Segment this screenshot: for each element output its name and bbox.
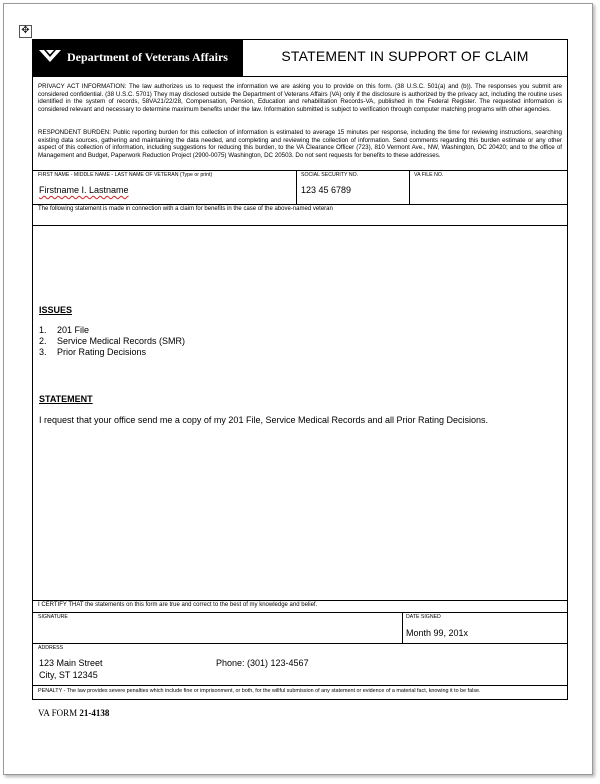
date-signed-label: DATE SIGNED — [406, 614, 441, 620]
statement-text[interactable]: I request that your office send me a copy of my 201 File, Service Medical Records and all Prior Rating Decisions. — [39, 415, 489, 425]
ssn-field[interactable]: 123 45 6789 — [301, 185, 352, 195]
statement-note: The following statement is made in connection with a claim for benefits in the case of the above-named veteran — [38, 206, 333, 212]
date-signed-field[interactable]: Month 99, 201x — [406, 628, 469, 638]
issues-list — [39, 325, 185, 359]
divider — [409, 170, 410, 204]
respondent-burden-notice: RESPONDENT BURDEN: Public reporting burden for this collection of information is estimated to average 15 minutes per response, including the time for reviewing instructions, searching existing data sources, gathering and maintaining the data needed, and completing and reviewing the collection of information. Send comments regarding this burden estimate or any other aspect of this collection of information, including suggestions for reducing this burden, to the VA Clearance Officer (723), 810 Vermont Ave., NW, Washington, DC 20420; and to the office of Management and Budget, Paperwork Reduction Project (2900-0075) Washington, DC 20503. Do not sent requests for benefits to these addresses. — [38, 129, 562, 159]
address-line-2[interactable]: City, ST 12345 — [39, 670, 98, 680]
divider — [33, 612, 567, 613]
form-header — [33, 40, 567, 77]
divider — [296, 170, 297, 204]
form-number: VA FORM 21-4138 — [38, 708, 110, 718]
certification-text: I CERTIFY THAT the statements on this form are true and correct to the best of my knowledge and belief. — [38, 602, 318, 608]
statement-heading: STATEMENT — [39, 394, 93, 404]
penalty-notice: PENALTY - The law provides severe penalties which include fine or imprisonment, or both, for the willful submission of any statement or evidence of a material fact, knowing it to be false. — [38, 688, 481, 694]
department-name: Department of Veterans Affairs — [67, 50, 228, 64]
divider — [33, 225, 567, 226]
veteran-name-label: FIRST NAME - MIDDLE NAME - LAST NAME OF VETERAN (Type or print) — [38, 172, 213, 178]
address-line-1[interactable]: 123 Main Street — [39, 658, 103, 668]
issues-heading: ISSUES — [39, 305, 73, 315]
divider — [33, 600, 567, 601]
va-file-label: VA FILE NO. — [414, 172, 444, 178]
list-item: 3. Prior Rating Decisions — [39, 347, 147, 358]
form-title: STATEMENT IN SUPPORT OF CLAIM — [281, 48, 529, 64]
claim-form — [32, 39, 568, 700]
privacy-act-notice: PRIVACY ACT INFORMATION: The law authorizes us to request the information we are asking you to provide on this form. (38 U.S.C. 501(a) and (b)). The responses you submit are considered confidential. (38 U.S.C. 5701) They may disclosed outside the Department of Veterans Affairs (VA) only if the disclosure is authorized by the privacy act, including the routine uses identified in the system of records, 58VA21/22/28, Compensation, Pension, Education and rehabilitation Records-VA, published in the Federal Register. The requested information is considered relevant and necessary to determine maximum benefits under the law. Information submitted is subject to verification through computer matching programs with other agencies. — [38, 83, 562, 113]
divider — [402, 612, 403, 643]
address-label: ADDRESS — [38, 645, 64, 651]
veteran-name-field[interactable]: Firstname I. Lastname — [39, 185, 129, 195]
table-move-handle-icon[interactable]: ✥ — [19, 25, 32, 38]
list-item: 2. Service Medical Records (SMR) — [39, 336, 186, 347]
va-logo — [33, 40, 243, 76]
list-item: 1. 201 File — [39, 325, 90, 335]
divider — [33, 170, 567, 171]
phone-field[interactable]: Phone: (301) 123-4567 — [216, 658, 309, 668]
signature-label: SIGNATURE — [38, 614, 68, 620]
divider — [33, 685, 567, 686]
va-seal-icon — [38, 48, 62, 64]
divider — [33, 204, 567, 205]
divider — [33, 643, 567, 644]
ssn-label: SOCIAL SECURITY NO. — [301, 172, 359, 178]
